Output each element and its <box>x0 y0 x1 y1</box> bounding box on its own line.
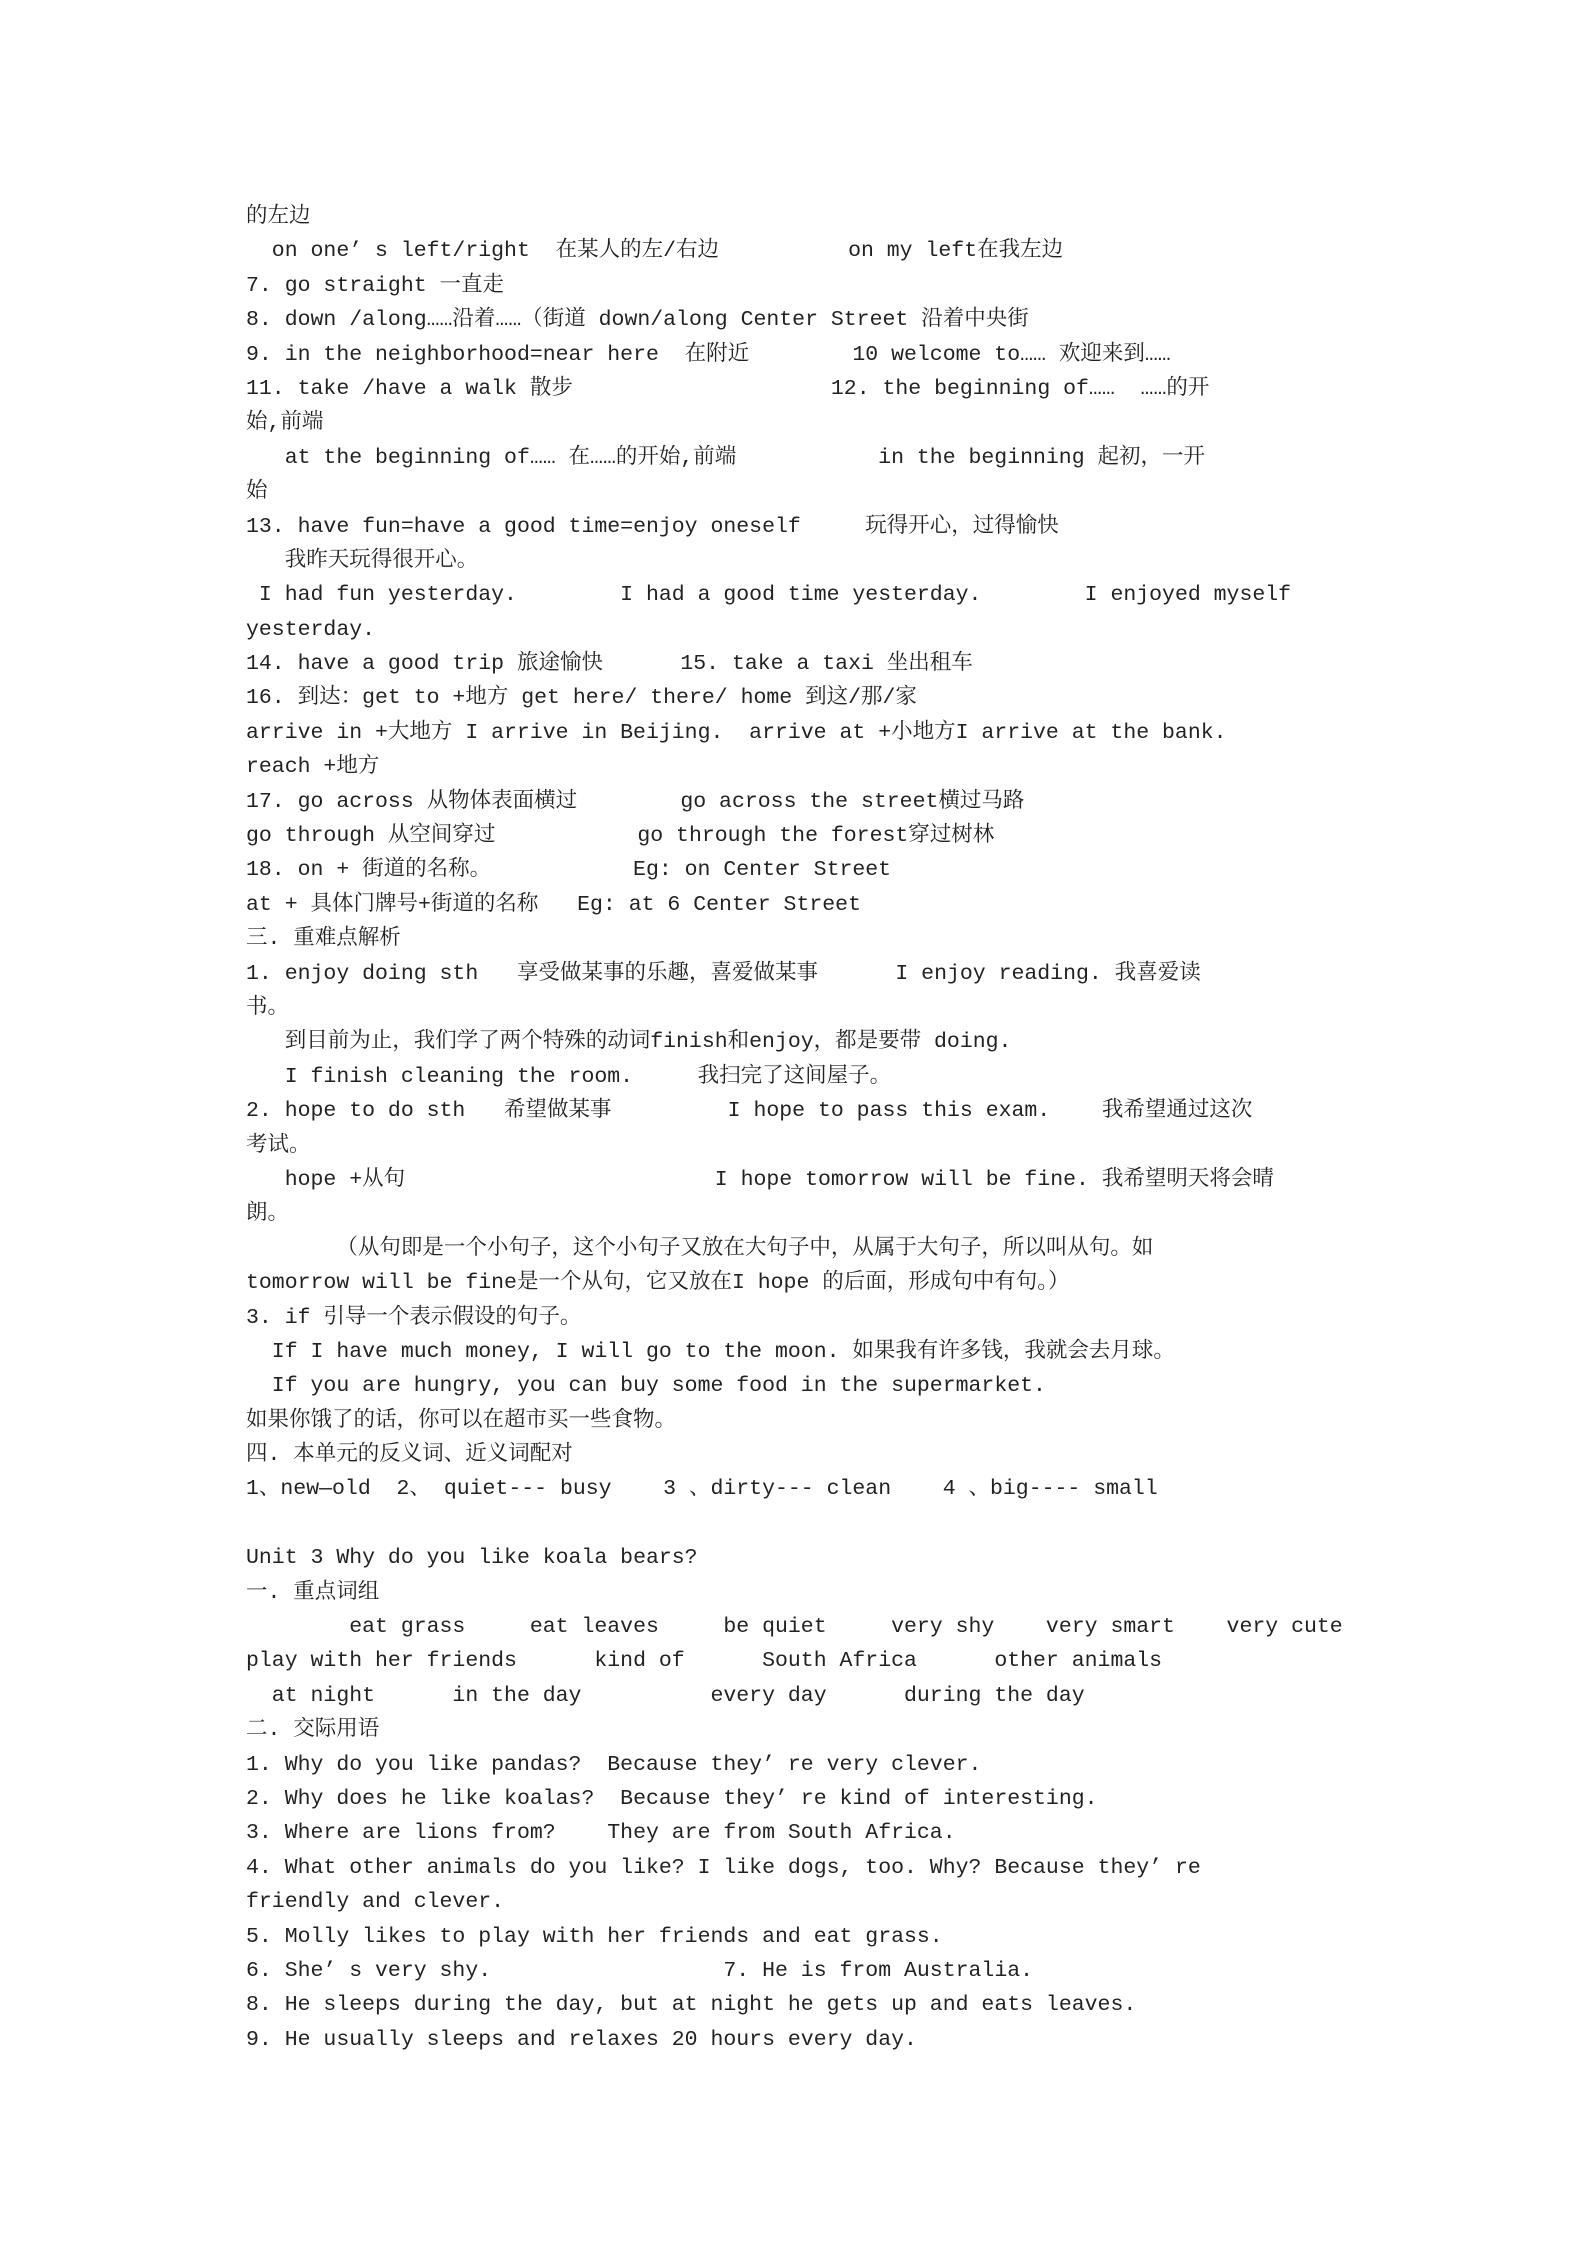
text-line: 14. have a good trip 旅途愉快 15. take a taxi 坐出租车 <box>246 652 973 677</box>
text-line: eat grass eat leaves be quiet very shy very smart very cute <box>246 1615 1343 1640</box>
text-line: reach +地方 <box>246 755 380 780</box>
text-line: 1. enjoy doing sth 享受做某事的乐趣，喜爱做某事 I enjoy reading. 我喜爱读 <box>246 961 1201 986</box>
text-line: 如果你饿了的话，你可以在超市买一些食物。 <box>246 1408 677 1433</box>
text-line: 2. hope to do sth 希望做某事 I hope to pass this exam. 我希望通过这次 <box>246 1099 1253 1124</box>
text-line: 考试。 <box>246 1133 311 1158</box>
text-line: 1、new—old 2、 quiet--- busy 3 、dirty--- clean 4 、big---- small <box>246 1477 1158 1502</box>
text-line: 我昨天玩得很开心。 <box>246 548 479 573</box>
text-line: 16. 到达：get to +地方 get here/ there/ home 到这/那/家 <box>246 686 917 711</box>
text-line: 8. down /along……沿着……（街道 down/along Center Street 沿着中央街 <box>246 308 1029 333</box>
document-page <box>246 200 1366 2057</box>
text-line: 3. if 引导一个表示假设的句子。 <box>246 1305 582 1330</box>
text-line: 的左边 <box>246 205 311 229</box>
text-line: （从句即是一个小句子，这个小句子又放在大句子中，从属于大句子，所以叫从句。如 <box>246 1236 1154 1261</box>
text-line: at night in the day every day during the day <box>246 1683 1085 1708</box>
text-line: 5. Molly likes to play with her friends and eat grass. <box>246 1924 943 1949</box>
text-line: at the beginning of…… 在……的开始,前端 in the beginning 起初，一开 <box>246 445 1206 470</box>
text-line: arrive in +大地方 I arrive in Beijing. arrive at +小地方I arrive at the bank. <box>246 720 1227 745</box>
text-line: 4. What other animals do you like? I like dogs, too. Why? Because they’ re <box>246 1855 1201 1880</box>
text-line: 9. He usually sleeps and relaxes 20 hours every day. <box>246 2027 917 2052</box>
text-line: friendly and clever. <box>246 1890 505 1915</box>
text-line: 三. 重难点解析 <box>246 927 401 952</box>
text-line: 17. go across 从物体表面横过 go across the street横过马路 <box>246 789 1025 814</box>
text-line <box>246 1507 1366 1541</box>
text-line: 2. Why does he like koalas? Because they’ re kind of interesting. <box>246 1786 1098 1811</box>
text-line: on one’ s left/right 在某人的左/右边 on my left在我左边 <box>246 239 1064 264</box>
text-line: 一. 重点词组 <box>246 1580 380 1605</box>
text-line: 四. 本单元的反义词、近义词配对 <box>246 1443 573 1468</box>
text-line: 9. in the neighborhood=near here 在附近 10 welcome to…… 欢迎来到…… <box>246 342 1171 367</box>
text-line: 18. on + 街道的名称。 Eg: on Center Street <box>246 858 892 883</box>
text-line: 二. 交际用语 <box>246 1718 380 1743</box>
text-line: go through 从空间穿过 go through the forest穿过树林 <box>246 824 995 849</box>
text-line: 11. take /have a walk 散步 12. the beginning of…… ……的开 <box>246 376 1210 401</box>
text-line: Unit 3 Why do you like koala bears? <box>246 1546 698 1571</box>
text-line: 3. Where are lions from? They are from South Africa. <box>246 1821 956 1846</box>
text-line: hope +从句 I hope tomorrow will be fine. 我希望明天将会晴 <box>246 1167 1274 1192</box>
text-line: 1. Why do you like pandas? Because they’ re very clever. <box>246 1752 982 1777</box>
text-line: tomorrow will be fine是一个从句，它又放在I hope 的后面，形成句中有句。） <box>246 1271 1070 1296</box>
text-line: 始 <box>246 480 268 505</box>
text-line: 书。 <box>246 995 290 1020</box>
text-line: 7. go straight 一直走 <box>246 273 505 298</box>
text-line: 13. have fun=have a good time=enjoy oneself 玩得开心，过得愉快 <box>246 514 1059 539</box>
text-line: If I have much money, I will go to the moon. 如果我有许多钱，我就会去月球。 <box>246 1339 1175 1364</box>
text-line: yesterday. <box>246 617 376 642</box>
text-line: I finish cleaning the room. 我扫完了这间屋子。 <box>246 1064 892 1089</box>
text-line: at + 具体门牌号+街道的名称 Eg: at 6 Center Street <box>246 892 861 917</box>
text-line: If you are hungry, you can buy some food in the supermarket. <box>246 1374 1046 1399</box>
text-line: 朗。 <box>246 1202 290 1227</box>
text-line: 始,前端 <box>246 411 324 436</box>
text-line: play with her friends kind of South Africa other animals <box>246 1649 1163 1674</box>
text-line: 8. He sleeps during the day, but at night he gets up and eats leaves. <box>246 1993 1137 2018</box>
text-line: 到目前为止，我们学了两个特殊的动词finish和enjoy，都是要带 doing. <box>246 1030 1012 1055</box>
text-line: 6. She’ s very shy. 7. He is from Australia. <box>246 1958 1034 1983</box>
text-line: I had fun yesterday. I had a good time yesterday. I enjoyed myself <box>246 583 1292 608</box>
